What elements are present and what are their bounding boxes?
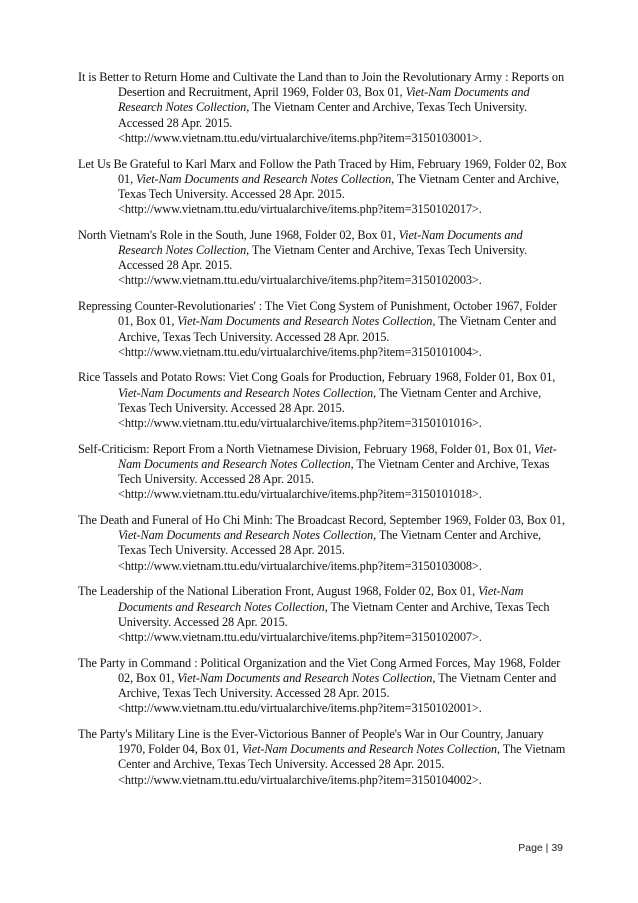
entry-collection: Viet-Nam Documents and Research Notes Collection [118,584,524,614]
entry-archive: , The Vietnam Center and Archive, Texas Tech University. Accessed 28 Apr. 2015. [118,456,550,487]
entry-archive: The Vietnam Center and Archive, Texas Tech University. Accessed 28 Apr. 2015. [118,243,528,273]
bibliography-entry [78,584,570,645]
entry-title: The Leadership of the National Liberation Front, [78,584,314,599]
entry-details: October 1967, Folder 01, Box 01, [118,299,557,329]
entry-archive: , The Vietnam Center and Archive, Texas Tech University. Accessed 28 Apr. 2015. [118,171,560,201]
entry-archive: The Vietnam Center and Archive, Texas Tech University. Accessed 28 Apr. 2015. [118,314,557,344]
entry-title: Repressing Counter-Revolutionaries' : The Viet Cong System of Punishment, [78,299,451,314]
bibliography-entry [78,442,570,503]
entry-title: The Party's Military Line is the Ever-Victorious Banner of People's War in Our Country, [78,727,504,742]
entry-title: The Party in Command : Political Organization and the Viet Cong Armed Forces, [78,655,471,670]
bibliography-entry [78,656,570,717]
entry-title: It is Better to Return Home and Cultivate the Land than to Join the Revolutionary Army : [78,70,509,84]
entry-collection: Viet-Nam Documents and Research Notes Collection [118,441,557,471]
entry-details: February 1968, Folder 01, Box 01, [360,441,535,456]
entry-title: Let Us Be Grateful to Karl Marx and Follow the Path Traced by Him, [78,156,415,171]
entry-archive: , The Vietnam Center and Archive, Texas Tech University. Accessed 28 Apr. 2015. [118,742,566,772]
entry-url: <http://www.vietnam.ttu.edu/virtualarchive/items.php?item=3150103008>. [118,558,482,573]
entry-url: <http://www.vietnam.ttu.edu/virtualarchive/items.php?item=3150102017>. [118,202,482,217]
entry-details: May 1968, Folder 02, Box 01, [118,655,561,685]
entry-collection: Viet-Nam Documents and Research Notes Collection [118,385,374,400]
entry-url: <http://www.vietnam.ttu.edu/virtualarchive/items.php?item=3150101018>. [118,487,482,502]
entry-url: <http://www.vietnam.ttu.edu/virtualarchive/items.php?item=3150104002>. [118,772,482,787]
entry-details: June 1968, Folder 02, Box 01, [246,227,399,242]
entry-collection: Viet-Nam Documents and Research Notes Collection [118,85,530,115]
entry-collection: Viet-Nam Documents and Research Notes Collection [136,171,392,186]
entry-archive: , The Vietnam Center and Archive, Texas Tech University. Accessed 28 Apr. 2015. [118,670,557,701]
entry-url: <http://www.vietnam.ttu.edu/virtualarchive/items.php?item=3150102001>. [118,701,482,716]
entry-title: Rice Tassels and Potato Rows: Viet Cong Goals for Production, [78,370,385,385]
entry-archive: , The Vietnam Center and Archive, Texas Tech University. Accessed 28 Apr. 2015. [118,528,542,558]
bibliography-entry [78,228,570,289]
bibliography-entry [78,157,570,218]
entry-collection: Viet-Nam Documents and Research Notes Collection [177,670,433,685]
entry-details: February 1968, Folder 01, Box 01, [384,370,556,385]
entry-collection: Viet-Nam Documents and Research Notes Collection, [118,227,523,258]
bibliography-entry [78,70,570,146]
entry-details: Reports on Desertion and Recruitment, April 1969, Folder 03, Box 01, [118,70,565,100]
entry-title: The Death and Funeral of Ho Chi Minh: The Broadcast Record, [78,513,387,528]
entry-details: September 1969, Folder 03, Box 01, [386,513,565,528]
entry-collection: Viet-Nam Documents and Research Notes Collection, [177,314,436,329]
entry-details: August 1968, Folder 02, Box 01, [313,584,479,599]
bibliography-entry [78,727,570,788]
entry-url: <http://www.vietnam.ttu.edu/virtualarchive/items.php?item=3150101004>. [118,344,482,359]
entry-archive: , The Vietnam Center and Archive, Texas Tech University. Accessed 28 Apr. 2015. [118,100,528,130]
entry-url: <http://www.vietnam.ttu.edu/virtualarchive/items.php?item=3150102003>. [118,273,482,288]
entry-archive: , The Vietnam Center and Archive, Texas Tech University. Accessed 28 Apr. 2015. [118,385,542,415]
page-number: Page | 39 [518,842,563,854]
bibliography-list [78,70,570,798]
entry-url: <http://www.vietnam.ttu.edu/virtualarchive/items.php?item=3150102007>. [118,630,482,644]
entry-url: <http://www.vietnam.ttu.edu/virtualarchive/items.php?item=3150101016>. [118,416,482,431]
entry-title: North Vietnam's Role in the South, [78,227,247,242]
bibliography-entry [78,370,570,431]
entry-collection: Viet-Nam Documents and Research Notes Collection [118,528,374,543]
entry-url: <http://www.vietnam.ttu.edu/virtualarchive/items.php?item=3150103001>. [118,130,482,145]
entry-collection: Viet-Nam Documents and Research Notes Collection [241,742,497,757]
entry-title: Self-Criticism: Report From a North Vietnamese Division, [78,441,361,456]
bibliography-entry [78,513,570,574]
entry-details: January 1970, Folder 04, Box 01, [118,727,544,757]
entry-archive: , The Vietnam Center and Archive, Texas Tech University. Accessed 28 Apr. 2015. [118,599,550,629]
bibliography-entry [78,299,570,360]
entry-details: February 1969, Folder 02, Box 01, [118,156,567,186]
